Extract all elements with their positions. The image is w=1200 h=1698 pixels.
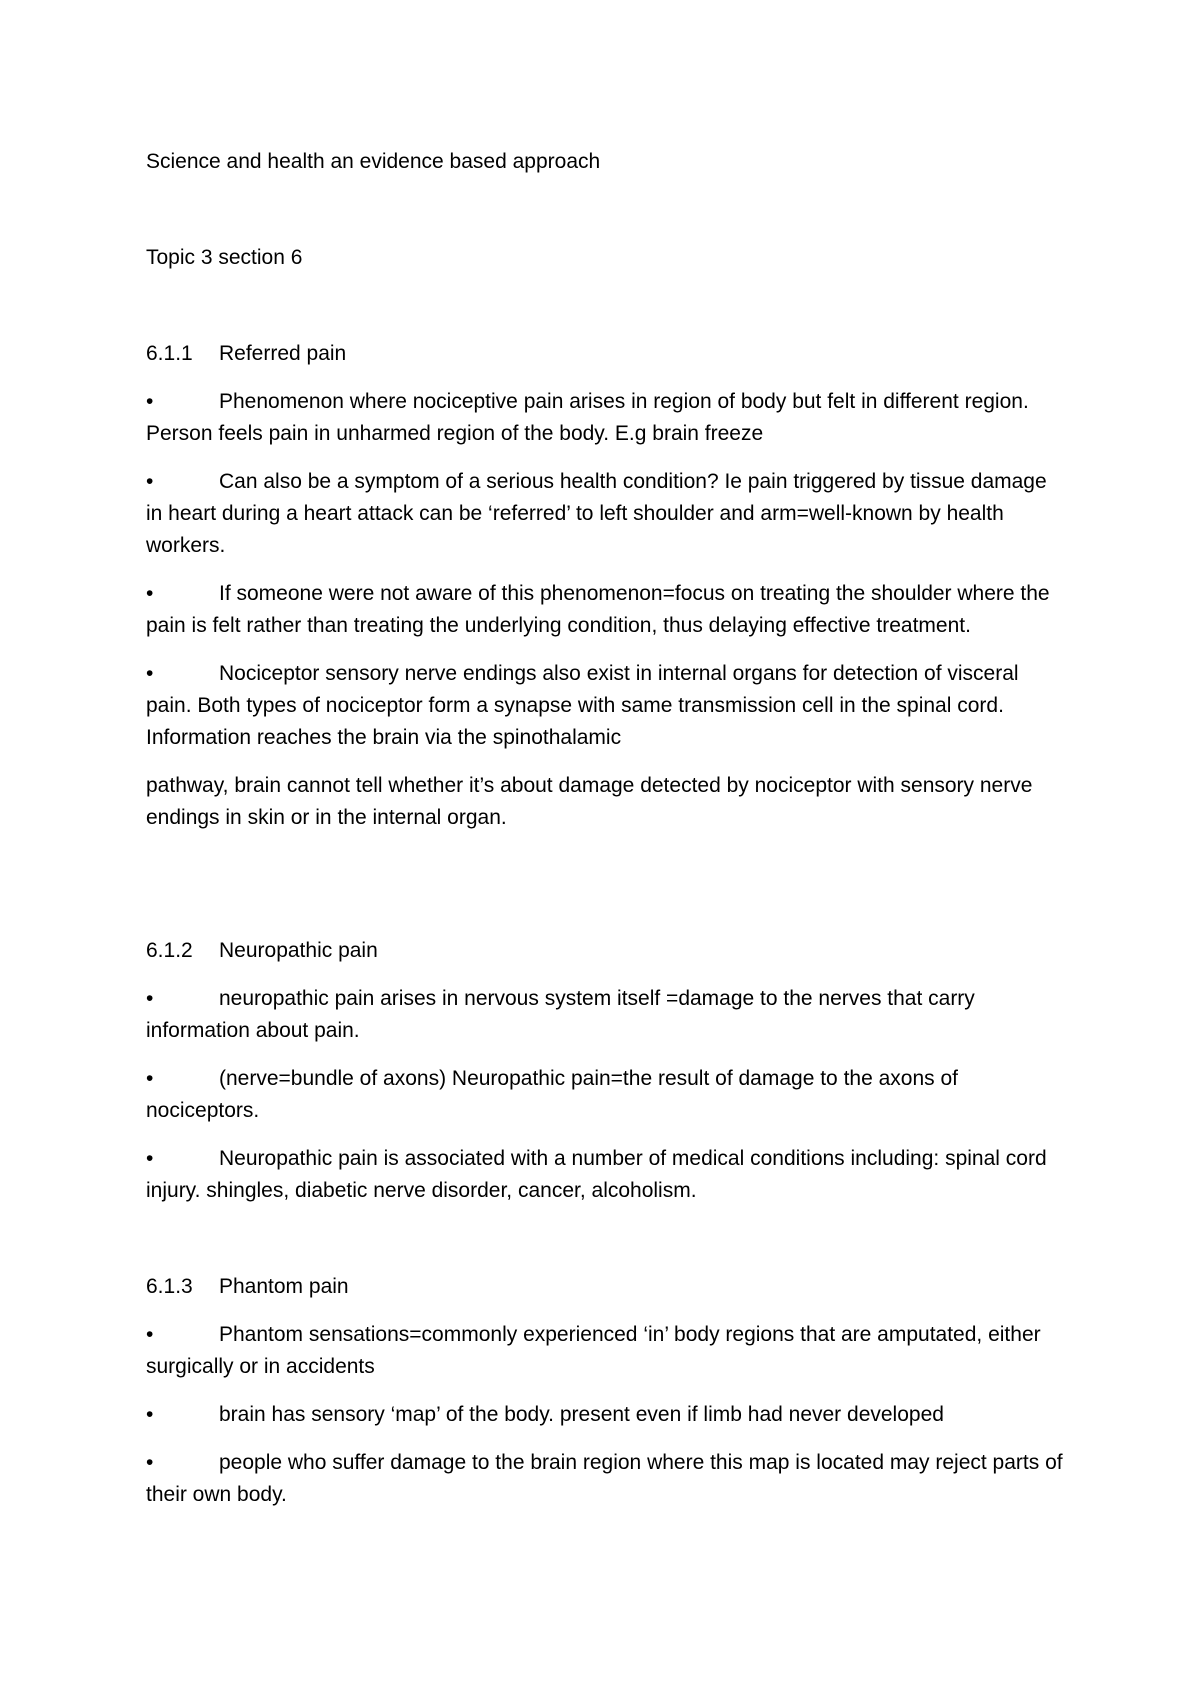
bullet-icon: • <box>146 987 154 1010</box>
bullet-icon: • <box>146 390 154 413</box>
document-topic: Topic 3 section 6 <box>146 246 303 269</box>
list-item <box>146 983 1066 1047</box>
bullet-icon: • <box>146 1067 154 1090</box>
document-title: Science and health an evidence based approach <box>146 150 601 173</box>
list-item <box>146 1447 1066 1511</box>
section-heading <box>146 338 1066 370</box>
bullet-icon: • <box>146 582 154 605</box>
list-item-text: Neuropathic pain is associated with a number of medical conditions including: spinal cord injury. shingles, diabetic nerve disorder, cancer, alcoholism. <box>146 1147 1047 1202</box>
list-item-text: people who suffer damage to the brain region where this map is located may reject parts of their own body. <box>146 1451 1063 1506</box>
section-referred-pain <box>146 338 1066 850</box>
list-item-text: Phenomenon where nociceptive pain arises in region of body but felt in different region. Person feels pain in unharmed region of the body. E.g brain freeze <box>146 390 1029 445</box>
list-item <box>146 1319 1066 1383</box>
list-item-text: Can also be a symptom of a serious health condition? Ie pain triggered by tissue damage in heart during a heart attack can be ‘referred’ to left shoulder and arm=well-known by health workers. <box>146 470 1047 557</box>
list-item <box>146 1063 1066 1127</box>
list-item-text: Nociceptor sensory nerve endings also exist in internal organs for detection of visceral pain. Both types of nociceptor form a synapse with same transmission cell in the spinal cord. Information reaches the brain via the spinothalamic <box>146 662 1019 749</box>
section-title: Phantom pain <box>219 1275 349 1298</box>
list-item-text: neuropathic pain arises in nervous system itself =damage to the nerves that carry information about pain. <box>146 987 975 1042</box>
list-item-text: brain has sensory ‘map’ of the body. present even if limb had never developed <box>219 1403 944 1426</box>
list-item-text: (nerve=bundle of axons) Neuropathic pain=the result of damage to the axons of nociceptors. <box>146 1067 958 1122</box>
bullet-icon: • <box>146 1451 154 1474</box>
section-neuropathic-pain <box>146 935 1066 1223</box>
list-item <box>146 658 1066 754</box>
list-item <box>146 578 1066 642</box>
bullet-icon: • <box>146 662 154 685</box>
section-phantom-pain <box>146 1271 1066 1527</box>
list-item-text: Phantom sensations=commonly experienced ‘in’ body regions that are amputated, either surgically or in accidents <box>146 1323 1041 1378</box>
section-number: 6.1.1 <box>146 342 193 365</box>
paragraph-continuation: pathway, brain cannot tell whether it’s about damage detected by nociceptor with sensory nerve endings in skin or in the internal organ. <box>146 774 1033 829</box>
section-heading <box>146 935 1066 967</box>
list-item <box>146 386 1066 450</box>
bullet-icon: • <box>146 1147 154 1170</box>
bullet-icon: • <box>146 1323 154 1346</box>
bullet-icon: • <box>146 1403 154 1426</box>
list-item <box>146 1399 1066 1431</box>
section-title: Referred pain <box>219 342 347 365</box>
section-number: 6.1.2 <box>146 939 193 962</box>
section-title: Neuropathic pain <box>219 939 378 962</box>
list-item <box>146 1143 1066 1207</box>
bullet-icon: • <box>146 470 154 493</box>
list-item-text: If someone were not aware of this phenomenon=focus on treating the shoulder where the pain is felt rather than treating the underlying condition, thus delaying effective treatment. <box>146 582 1050 637</box>
section-heading <box>146 1271 1066 1303</box>
list-item <box>146 466 1066 562</box>
section-number: 6.1.3 <box>146 1275 193 1298</box>
